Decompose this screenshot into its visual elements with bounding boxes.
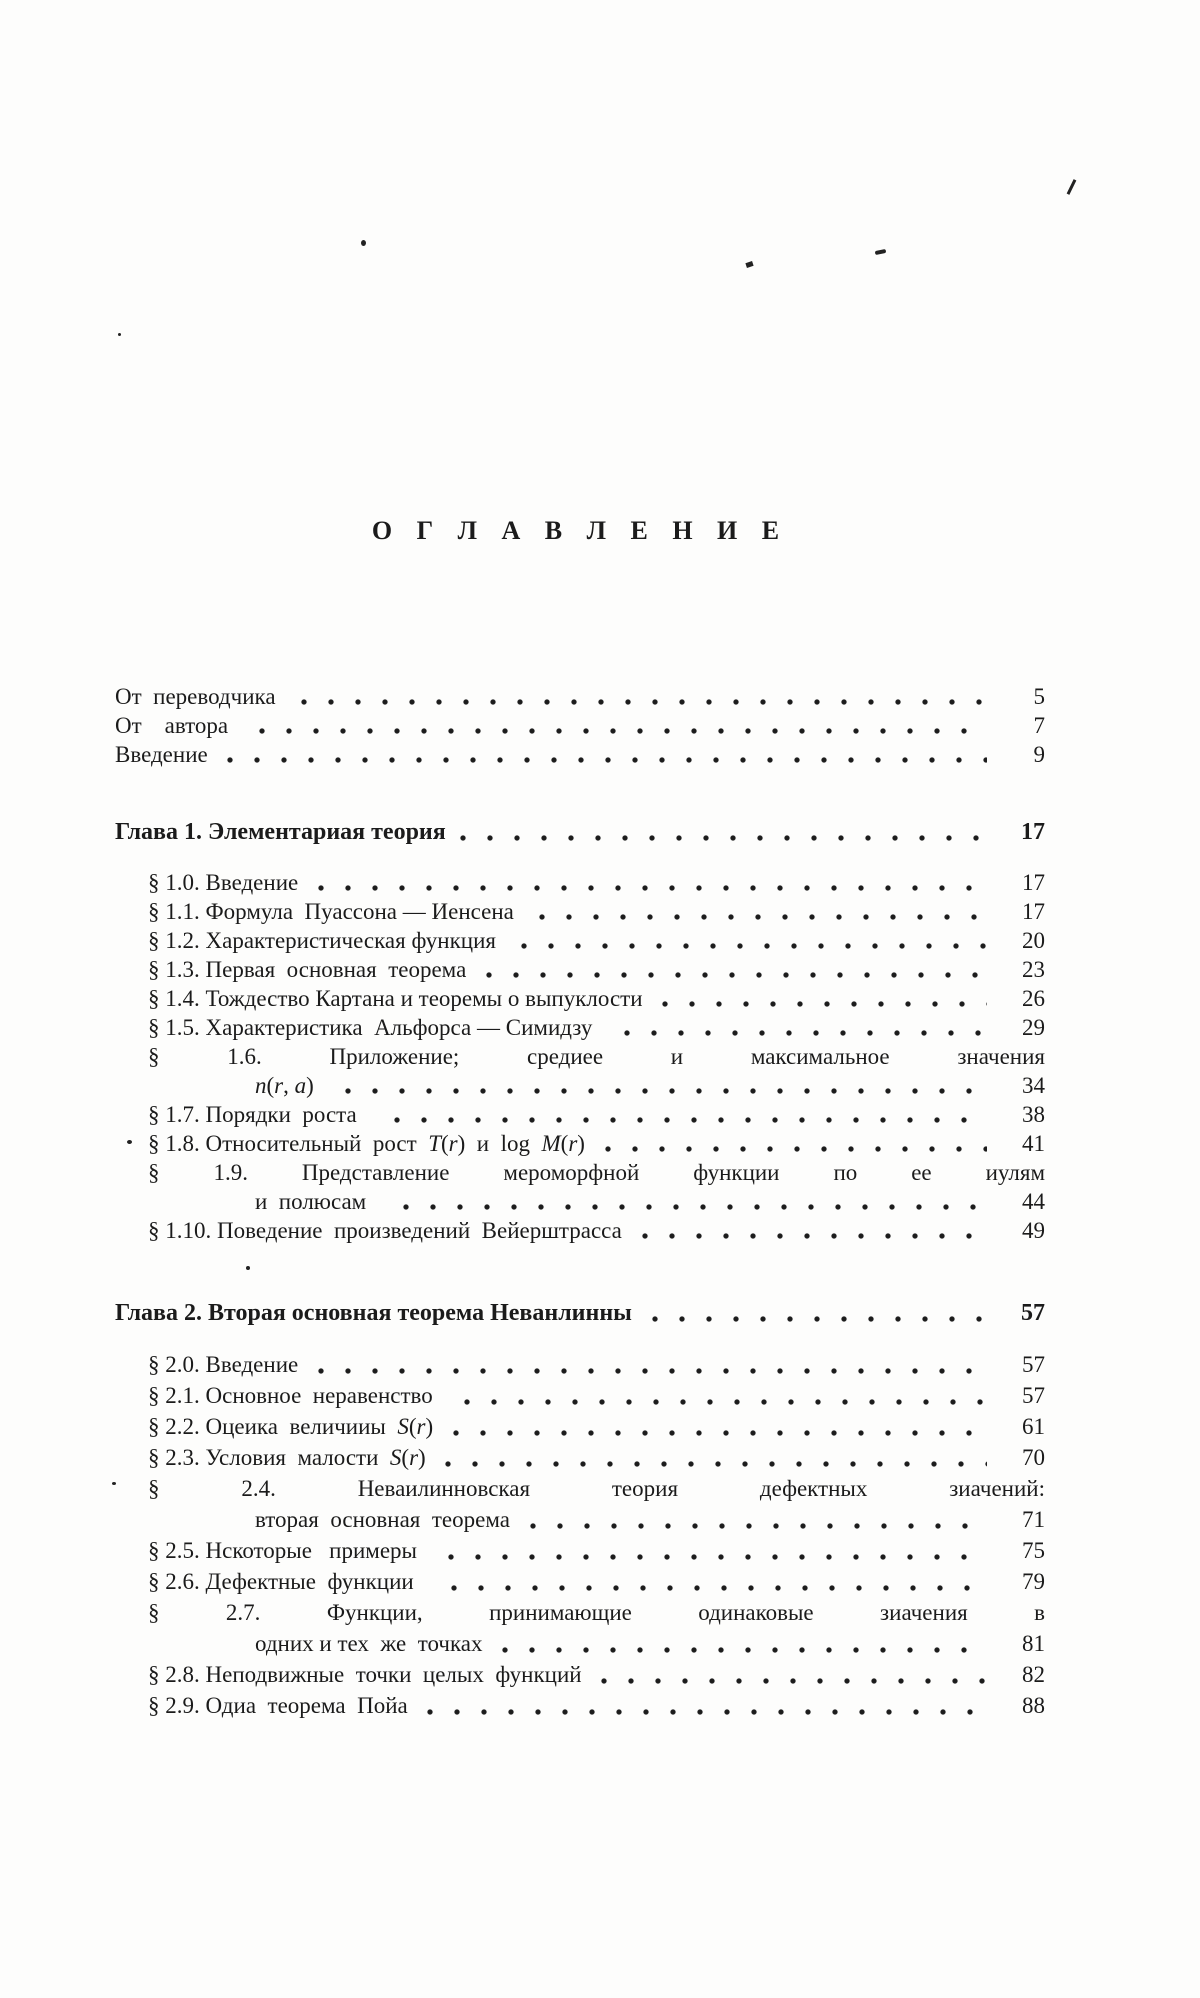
- section-list: [115, 868, 1045, 1245]
- scan-speck: [246, 1266, 250, 1270]
- page-number: 57: [1021, 1300, 1045, 1326]
- entry-text: § 2.3. Условия малости S(r): [148, 1445, 432, 1470]
- section-entry: [115, 1042, 1045, 1071]
- page-number: 71: [1022, 1507, 1045, 1532]
- entry-text: § 2.0. Введение: [148, 1352, 304, 1377]
- chapter-block: [115, 817, 1045, 1245]
- dot-leader: [652, 1314, 987, 1324]
- dot-leader: [259, 726, 987, 736]
- chapters-list: [115, 817, 1045, 1721]
- dot-leader: [345, 1086, 987, 1096]
- chapter-heading: [115, 817, 1045, 847]
- section-entry: [115, 1100, 1045, 1129]
- dot-leader: [502, 1645, 987, 1655]
- chapter-heading: [115, 1298, 1045, 1328]
- page-number: 5: [1033, 684, 1045, 709]
- page-number: 44: [1022, 1189, 1045, 1214]
- section-entry: [115, 1158, 1045, 1187]
- dot-leader: [318, 883, 987, 893]
- dot-leader: [403, 1202, 987, 1212]
- section-entry: [115, 1187, 1045, 1216]
- entry-text: От автора: [115, 713, 246, 738]
- section-entry: [115, 1628, 1045, 1659]
- page-number: 61: [1022, 1414, 1045, 1439]
- page-number: 75: [1022, 1538, 1045, 1563]
- entry-text: § 1.7. Порядки роста: [148, 1102, 380, 1127]
- entry-text: § 2.6. Дефектные функции: [148, 1569, 437, 1594]
- page-number: 20: [1022, 928, 1045, 953]
- section-entry: [115, 1013, 1045, 1042]
- page-title: О Г Л А В Л Е Н И Е: [371, 516, 789, 545]
- section-entry: [115, 1349, 1045, 1380]
- page-number: 29: [1022, 1015, 1045, 1040]
- scan-speck: [361, 240, 366, 246]
- page-number: 57: [1022, 1383, 1045, 1408]
- page-number: 38: [1022, 1102, 1045, 1127]
- section-entry: [115, 1659, 1045, 1690]
- dot-leader: [227, 755, 987, 765]
- scan-speck: [127, 1140, 132, 1144]
- front-matter-list: [115, 682, 1045, 769]
- page-number: 82: [1022, 1662, 1045, 1687]
- front-matter-entry: [115, 711, 1045, 740]
- section-entry: [115, 1535, 1045, 1566]
- entry-text: § 1.5. Характеристика Альфорса — Симидзу: [148, 1015, 610, 1040]
- dot-leader: [427, 1707, 987, 1717]
- section-entry: [115, 1129, 1045, 1158]
- dot-leader: [445, 1459, 987, 1469]
- page-number: 9: [1033, 742, 1045, 767]
- section-entry: [115, 1411, 1045, 1442]
- entry-text: n(r, a): [255, 1073, 332, 1098]
- entry-text: и полюсам: [255, 1189, 390, 1214]
- dot-leader: [605, 1144, 987, 1154]
- scan-speck: [112, 1482, 116, 1485]
- section-entry: [115, 1380, 1045, 1411]
- page-number: 81: [1022, 1631, 1045, 1656]
- dot-leader: [662, 999, 987, 1009]
- page-number: 88: [1022, 1693, 1045, 1718]
- page-number: 23: [1022, 957, 1045, 982]
- scan-speck: [118, 333, 121, 336]
- section-entry: [115, 1442, 1045, 1473]
- entry-text: От переводчика: [115, 684, 288, 709]
- entry-text: § 2.8. Неподвижные точки целых функций: [148, 1662, 588, 1687]
- dot-leader: [301, 697, 987, 707]
- section-entry: [115, 1597, 1045, 1628]
- entry-text: Глава 2. Вторая основная теорема Неванлинны: [115, 1300, 638, 1326]
- page-number: 34: [1022, 1073, 1045, 1098]
- entry-text: одних и тех же точках: [255, 1631, 489, 1656]
- page-number: 17: [1021, 819, 1045, 845]
- front-matter-entry: [115, 682, 1045, 711]
- dot-leader: [624, 1028, 987, 1038]
- page-number: 26: [1022, 986, 1045, 1011]
- dot-leader: [642, 1231, 987, 1241]
- page-number: 7: [1033, 713, 1045, 738]
- page-number: 41: [1022, 1131, 1045, 1156]
- entry-text: Глава 1. Элементариая теория: [115, 819, 446, 845]
- entry-text: § 2.1. Основное неравенство: [148, 1383, 450, 1408]
- entry-text: § 1.9. Представление мероморфной функции по ее иулям: [148, 1160, 1045, 1185]
- dot-leader: [464, 1397, 987, 1407]
- section-list: [115, 1349, 1045, 1721]
- dot-leader: [451, 1583, 987, 1593]
- page-number: 79: [1022, 1569, 1045, 1594]
- section-entry: [115, 868, 1045, 897]
- dot-leader: [539, 912, 987, 922]
- entry-text: § 2.2. Оцеика величииы S(r): [148, 1414, 439, 1439]
- entry-text: § 1.3. Первая основная теорема: [148, 957, 473, 982]
- scan-speck: [1067, 179, 1077, 195]
- section-entry: [115, 1566, 1045, 1597]
- dot-leader: [453, 1428, 987, 1438]
- entry-text: § 2.7. Функции, принимающие одинаковые зиачения в: [148, 1600, 1045, 1625]
- entry-text: § 1.0. Введение: [148, 870, 304, 895]
- entry-text: Введение: [115, 742, 214, 767]
- entry-text: § 2.4. Неваилинновская теория дефектных зиачений:: [148, 1476, 1045, 1501]
- section-entry: [115, 1504, 1045, 1535]
- entry-text: § 1.8. Относительный рост T(r) и log M(r): [148, 1131, 591, 1156]
- section-entry: [115, 926, 1045, 955]
- toc-content: [115, 0, 1045, 1721]
- section-entry: [115, 1690, 1045, 1721]
- page-number: 49: [1022, 1218, 1045, 1243]
- section-entry: [115, 1216, 1045, 1245]
- section-entry: [115, 955, 1045, 984]
- dot-leader: [448, 1552, 987, 1562]
- page-number: 57: [1022, 1352, 1045, 1377]
- entry-text: § 1.10. Поведение произведений Вейерштрасса: [148, 1218, 628, 1243]
- chapter-block: [115, 1298, 1045, 1721]
- dot-leader: [460, 833, 987, 843]
- dot-leader: [521, 941, 987, 951]
- front-matter-entry: [115, 740, 1045, 769]
- entry-text: § 1.1. Формула Пуассона — Иенсена: [148, 899, 526, 924]
- section-entry: [115, 897, 1045, 926]
- dot-leader: [318, 1366, 987, 1376]
- dot-leader: [601, 1676, 987, 1686]
- page-number: 17: [1022, 899, 1045, 924]
- entry-text: § 1.2. Характеристическая функция: [148, 928, 508, 953]
- section-entry: [115, 1473, 1045, 1504]
- entry-text: § 1.6. Приложение; средиее и максимальное значения: [148, 1044, 1045, 1069]
- entry-text: § 1.4. Тождество Картана и теоремы о выпуклости: [148, 986, 649, 1011]
- dot-leader: [394, 1115, 987, 1125]
- section-entry: [115, 1071, 1045, 1100]
- section-entry: [115, 984, 1045, 1013]
- page-number: 70: [1022, 1445, 1045, 1470]
- dot-leader: [530, 1521, 987, 1531]
- entry-text: вторая основная теорема: [255, 1507, 516, 1532]
- entry-text: § 2.5. Нскоторые примеры: [148, 1538, 435, 1563]
- page-number: 17: [1022, 870, 1045, 895]
- dot-leader: [486, 970, 987, 980]
- entry-text: § 2.9. Одиа теорема Пойа: [148, 1693, 414, 1718]
